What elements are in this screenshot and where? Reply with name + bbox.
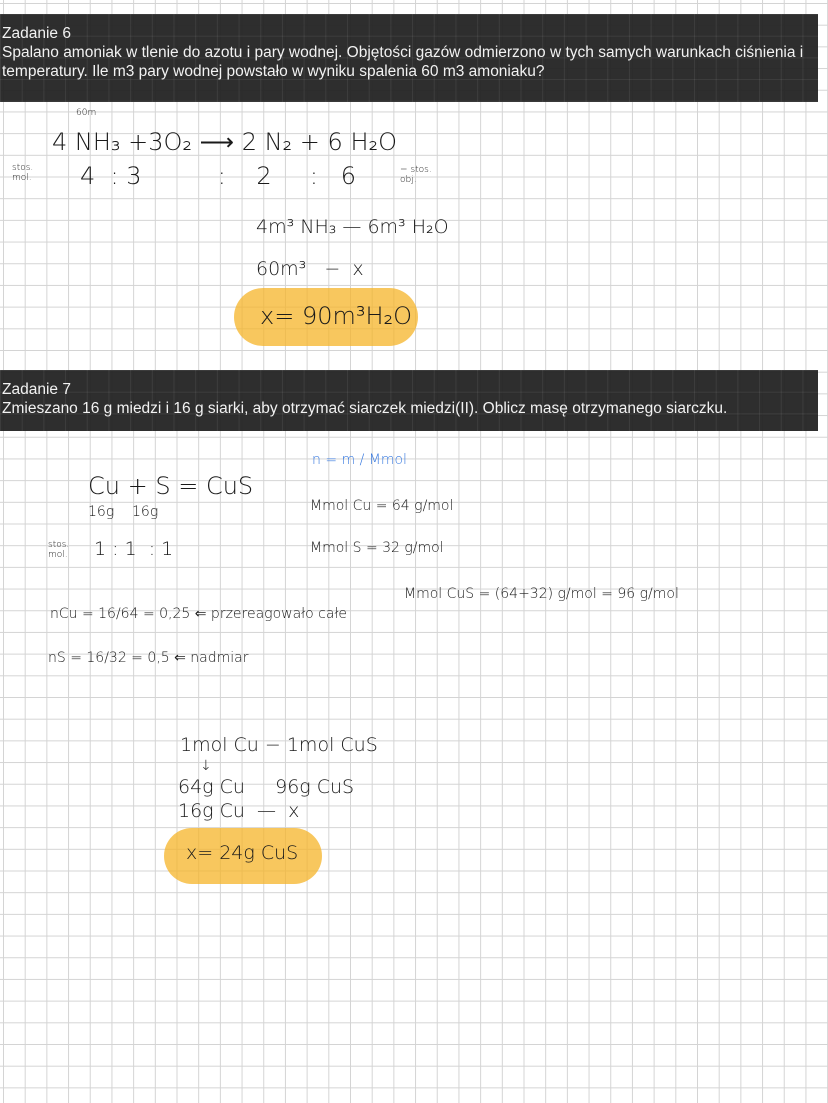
mol-ratio-2: 1 : 1 : 1	[94, 538, 174, 560]
proportion-line-1: 4m³ NH₃ — 6m³ H₂O	[256, 216, 449, 238]
ratio-right-label: = stos. obj.	[400, 165, 432, 185]
task7-header	[0, 370, 818, 431]
mole-formula: n = m / Mmol	[312, 452, 407, 468]
proportion-2-line-1: 1mol Cu − 1mol CuS	[180, 734, 378, 756]
task7-text: Zmieszano 16 g miedzi i 16 g siarki, aby otrzymać siarczek miedzi(II). Oblicz masę otrzymanego siarczku.	[2, 400, 728, 417]
molar-mass-cu: Mmol Cu = 64 g/mol	[310, 498, 454, 514]
task7-answer: x= 24g CuS	[186, 842, 299, 864]
proportion-line-2: 60m³ − x	[256, 258, 364, 280]
mol-ratio: 4 : 3 : 2 : 6	[80, 162, 357, 190]
ratio-label: stos. mol.	[12, 163, 34, 183]
task6-title: Zadanie 6	[2, 25, 71, 42]
task6-header	[0, 14, 818, 102]
moles-s: nS = 16/32 = 0,5 ⇐ nadmiar	[48, 650, 249, 666]
reaction-equation-2: Cu + S = CuS	[88, 472, 254, 500]
moles-cu: nCu = 16/64 = 0,25 ⇐ przereagowało całe	[50, 606, 348, 622]
molar-mass-s: Mmol S = 32 g/mol	[310, 540, 444, 556]
task6-text: Spalano amoniak w tlenie do azotu i pary wodnej. Objętości gazów odmierzono w tych samych warunkach ciśnienia i temperatury. Ile m3 pary wodnej powstało w wyniku spalenia 60 m3 amoniaku?	[2, 44, 804, 80]
ratio-label-2: stos. mol.	[48, 540, 70, 560]
task6-answer: x= 90m³H₂O	[260, 302, 413, 330]
down-arrow-icon: ↓	[200, 758, 212, 774]
task7-title: Zadanie 7	[2, 381, 71, 398]
molar-mass-cus: Mmol CuS = (64+32) g/mol = 96 g/mol	[404, 586, 679, 602]
proportion-2-line-3: 16g Cu — x	[178, 800, 300, 822]
proportion-2-line-2: 64g Cu 96g CuS	[178, 776, 355, 798]
masses: 16g 16g	[88, 504, 159, 520]
note-60m: 60m	[76, 108, 97, 118]
reaction-equation: 4 NH₃ +3O₂ ⟶ 2 N₂ + 6 H₂O	[52, 128, 397, 156]
